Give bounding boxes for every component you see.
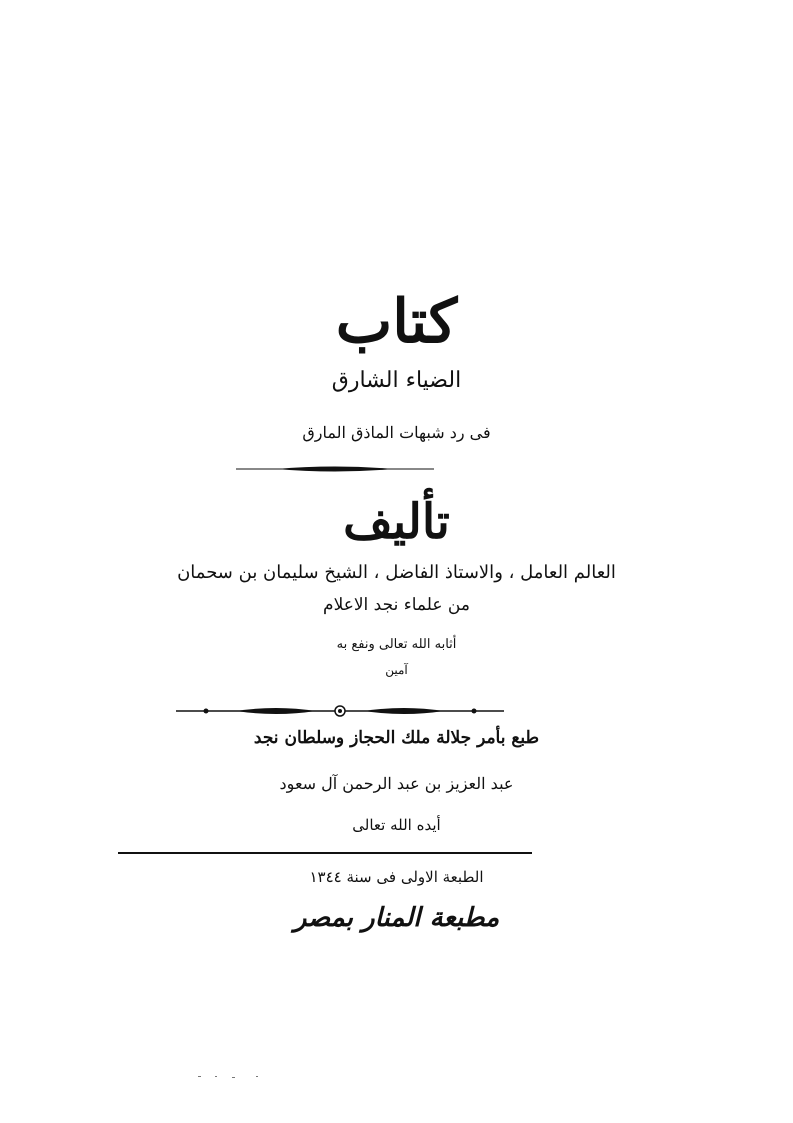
scan-speck	[198, 1076, 201, 1077]
authorship-word: تأليف	[343, 494, 450, 550]
edition-line: الطبعة الاولى فى سنة ١٣٤٤	[309, 868, 484, 886]
blessing-line: أيده الله تعالى	[352, 816, 441, 834]
book-word: كتاب	[335, 287, 458, 357]
ornament-divider-middle	[176, 703, 504, 719]
press-name: مطبعة المنار بمصر	[293, 903, 500, 933]
book-title: الضياء الشارق	[331, 368, 462, 393]
prayer-line-2: آمين	[385, 663, 408, 677]
book-subtitle: فى رد شبهات الماذق المارق	[302, 423, 491, 442]
printed-by-order: طبع بأمر جلالة ملك الحجاز وسلطان نجد	[253, 728, 540, 748]
prayer-line-1: أثابه الله تعالى ونفع به	[336, 637, 457, 652]
divider-line-bottom	[118, 851, 532, 855]
scan-speck	[215, 1076, 217, 1077]
author-line-1: العالم العامل ، والاستاذ الفاضل ، الشيخ سليمان بن سحمان	[177, 562, 616, 583]
ornament-divider-top	[236, 465, 434, 473]
scan-speck	[232, 1077, 235, 1078]
scan-speck	[256, 1076, 258, 1077]
author-line-2: من علماء نجد الاعلام	[323, 595, 470, 615]
king-name: عبد العزيز بن عبد الرحمن آل سعود	[279, 774, 514, 793]
